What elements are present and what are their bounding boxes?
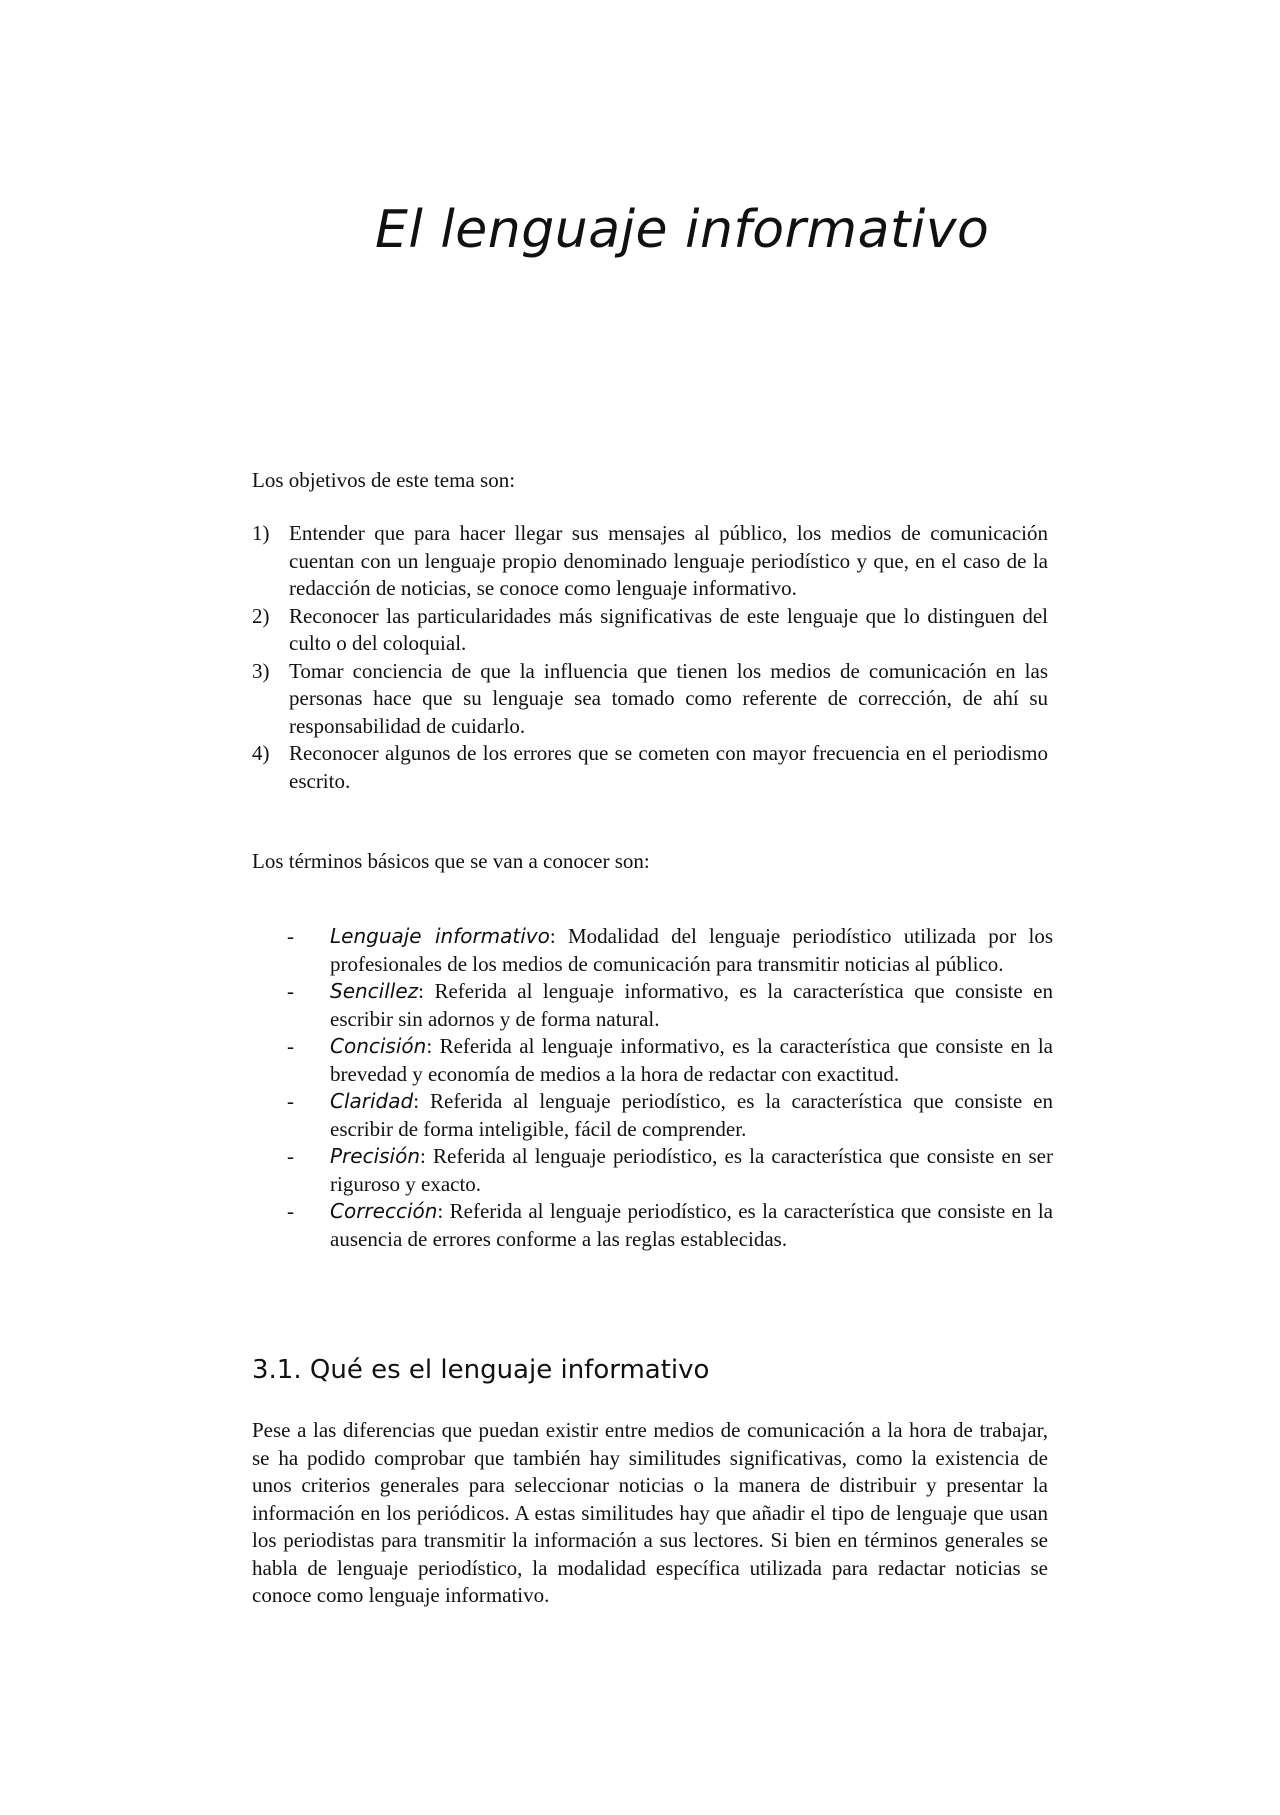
- term-name: Precisión: [330, 1144, 421, 1168]
- term-item: [287, 1033, 1053, 1088]
- objective-item: [252, 520, 1048, 603]
- term-definition: : Referida al lenguaje periodístico, es la característica que consiste en escribir de forma inteligible, fácil de comprender.: [330, 1089, 1053, 1141]
- term-definition: : Modalidad del lenguaje periodístico utilizada por los profesionales de los medios de comunicación para transmitir noticias al público.: [330, 924, 1053, 976]
- objective-number: 3): [252, 658, 270, 683]
- term-definition: : Referida al lenguaje informativo, es la característica que consiste en la brevedad y economía de medios a la hora de redactar con exactitud.: [330, 1034, 1053, 1086]
- list-dash: -: [287, 1089, 294, 1113]
- objective-text: Entender que para hacer llegar sus mensajes al público, los medios de comunicación cuentan con un lenguaje propio denominado lenguaje periodístico y que, en el caso de la redacción de noticias, se conoce como lenguaje informativo.: [289, 521, 1048, 600]
- objectives-list: [252, 520, 1048, 795]
- term-name: Lenguaje informativo: [330, 924, 550, 948]
- list-dash: -: [287, 1144, 294, 1168]
- term-item: [287, 978, 1053, 1033]
- objective-item: [252, 740, 1048, 795]
- term-item: [287, 1198, 1053, 1253]
- term-item: [287, 1143, 1053, 1198]
- objective-item: [252, 603, 1048, 658]
- terms-list: [287, 923, 1053, 1253]
- term-item: [287, 1088, 1053, 1143]
- objective-item: [252, 658, 1048, 741]
- term-name: Concisión: [330, 1034, 427, 1058]
- objectives-intro: Los objetivos de este tema son:: [252, 468, 516, 492]
- list-dash: -: [287, 924, 294, 948]
- objective-number: 1): [252, 521, 270, 545]
- list-dash: -: [287, 1199, 294, 1223]
- term-name: Claridad: [330, 1089, 414, 1113]
- list-dash: -: [287, 1034, 294, 1058]
- list-dash: -: [287, 979, 294, 1003]
- section-heading: 3.1. Qué es el lenguaje informativo: [252, 1355, 710, 1385]
- objective-text: Reconocer algunos de los errores que se cometen con mayor frecuencia en el periodismo escrito.: [289, 741, 1048, 793]
- term-definition: : Referida al lenguaje periodístico, es la característica que consiste en la ausencia de errores conforme a las reglas establecidas.: [330, 1199, 1053, 1251]
- terms-intro: Los términos básicos que se van a conocer son:: [252, 849, 650, 873]
- objective-text: Tomar conciencia de que la influencia que tienen los medios de comunicación en las personas hace que su lenguaje sea tomado como referente de corrección, de ahí su responsabilidad de cuidarlo.: [289, 658, 1048, 738]
- section-paragraph: Pese a las diferencias que puedan existir entre medios de comunicación a la hora de trabajar, se ha podido comprobar que también hay similitudes significativas, como la existencia de unos criterios generales para seleccionar noticias o la manera de distribuir y presentar la información en los periódicos. A estas similitudes hay que añadir el tipo de lenguaje que usan los periodistas para transmitir la información a sus lectores. Si bien en términos generales se habla de lenguaje periodístico, la modalidad específica utilizada para redactar noticias se conoce como lenguaje informativo.: [252, 1418, 1048, 1607]
- objective-number: 2): [252, 603, 270, 628]
- term-definition: : Referida al lenguaje periodístico, es la característica que consiste en ser riguroso y exacto.: [330, 1144, 1053, 1196]
- page-title: El lenguaje informativo: [375, 200, 990, 260]
- term-definition: : Referida al lenguaje informativo, es la característica que consiste en escribir sin adornos y de forma natural.: [330, 979, 1053, 1031]
- term-name: Sencillez: [330, 979, 419, 1003]
- term-item: [287, 923, 1053, 978]
- term-name: Corrección: [330, 1199, 438, 1223]
- objective-number: 4): [252, 741, 270, 765]
- objective-text: Reconocer las particularidades más significativas de este lenguaje que lo distinguen del culto o del coloquial.: [289, 603, 1048, 655]
